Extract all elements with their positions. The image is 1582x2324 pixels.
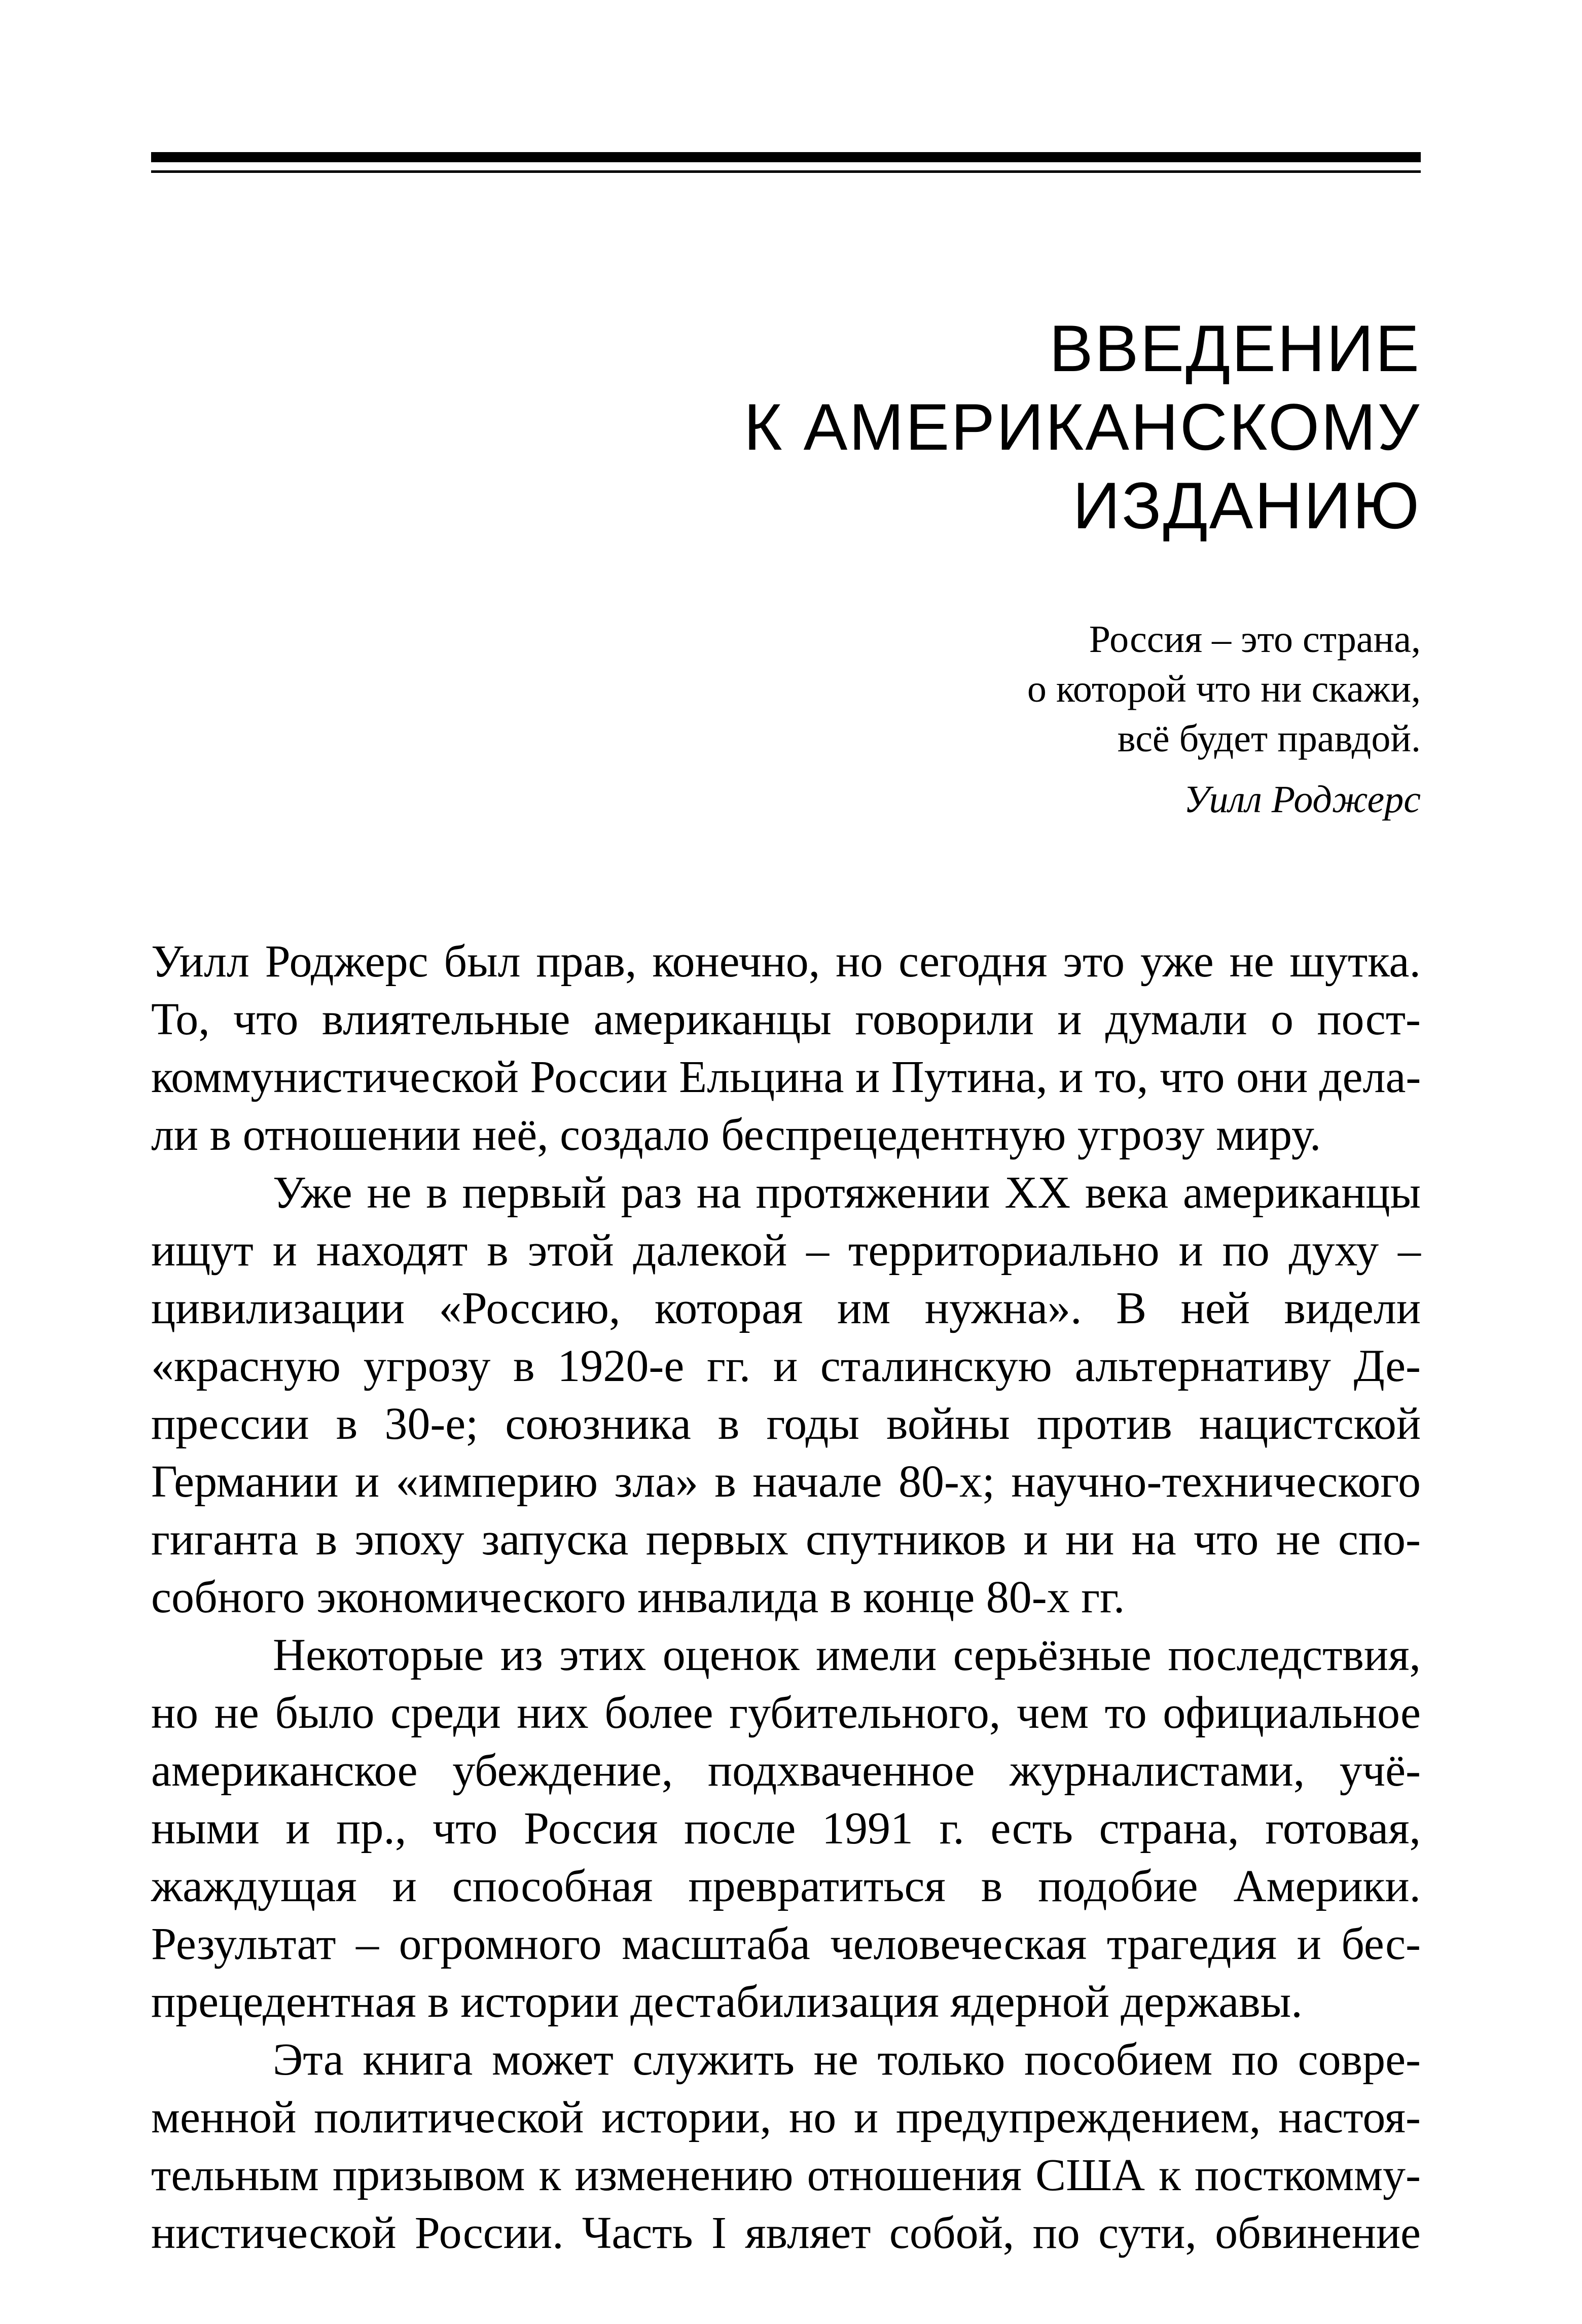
- body-line: ли в отношении неё, создало беспрецедентную угрозу миру.: [151, 1110, 1321, 1160]
- epigraph: [1027, 614, 1421, 764]
- body-line: Уилл Роджерс был прав, конечно, но сегодня это уже не шутка.: [151, 936, 1421, 987]
- body-line: То, что влиятельные американцы говорили и думали о пост-: [151, 994, 1421, 1044]
- body-line: цивилизации «Россию, которая им нужна». В ней видели: [151, 1283, 1421, 1333]
- header-rule-thick: [151, 152, 1421, 162]
- header-rule-thin: [151, 170, 1421, 173]
- body-line: прессии в 30-е; союзника в годы войны против нацистской: [151, 1399, 1421, 1449]
- body-line: тельным призывом к изменению отношения США к посткомму-: [151, 2150, 1421, 2200]
- epigraph-line: Россия – это страна,: [1089, 618, 1421, 661]
- body-line: Эта книга может служить не только пособием по совре-: [273, 2035, 1421, 2085]
- body-line: Германии и «империю зла» в начале 80-х; научно-технического: [151, 1457, 1421, 1507]
- chapter-title: [744, 309, 1421, 545]
- epigraph-line: о которой что ни скажи,: [1027, 668, 1421, 710]
- body-line: жаждущая и способная превратиться в подобие Америки.: [151, 1861, 1421, 1911]
- body-line: Результат – огромного масштаба человеческая трагедия и бес-: [151, 1919, 1421, 1969]
- epigraph-line: всё будет правдой.: [1117, 717, 1421, 760]
- body-line: прецедентная в истории дестабилизация ядерной державы.: [151, 1977, 1303, 2027]
- body-line: но не было среди них более губительного, чем то официальное: [151, 1688, 1421, 1738]
- body-line: Некоторые из этих оценок имели серьёзные последствия,: [273, 1630, 1421, 1680]
- chapter-title-line: ВВЕДЕНИЕ: [1049, 311, 1421, 385]
- body-line: американское убеждение, подхваченное журналистами, учё-: [151, 1746, 1421, 1796]
- body-line: гиганта в эпоху запуска первых спутников и ни на что не спо-: [151, 1514, 1421, 1565]
- body-text: [151, 933, 1421, 2262]
- body-line: ищут и находят в этой далекой – территориально и по духу –: [151, 1225, 1421, 1276]
- body-line: собного экономического инвалида в конце 80-х гг.: [151, 1572, 1125, 1622]
- body-line: «красную угрозу в 1920-е гг. и сталинскую альтернативу Де-: [151, 1341, 1421, 1391]
- body-line: коммунистической России Ельцина и Путина, и то, что они дела-: [151, 1052, 1421, 1102]
- body-line: Уже не в первый раз на протяжении XX века американцы: [273, 1168, 1421, 1218]
- chapter-title-line: К АМЕРИКАНСКОМУ: [743, 390, 1421, 464]
- body-line: ными и пр., что Россия после 1991 г. есть страна, готовая,: [151, 1803, 1421, 1854]
- epigraph-author: Уилл Роджерс: [1183, 778, 1421, 821]
- body-line: нистической России. Часть I являет собой, по сути, обвинение: [151, 2208, 1421, 2258]
- body-line: менной политической истории, но и предупреждением, настоя-: [151, 2092, 1421, 2143]
- chapter-title-line: ИЗДАНИЮ: [1072, 468, 1421, 542]
